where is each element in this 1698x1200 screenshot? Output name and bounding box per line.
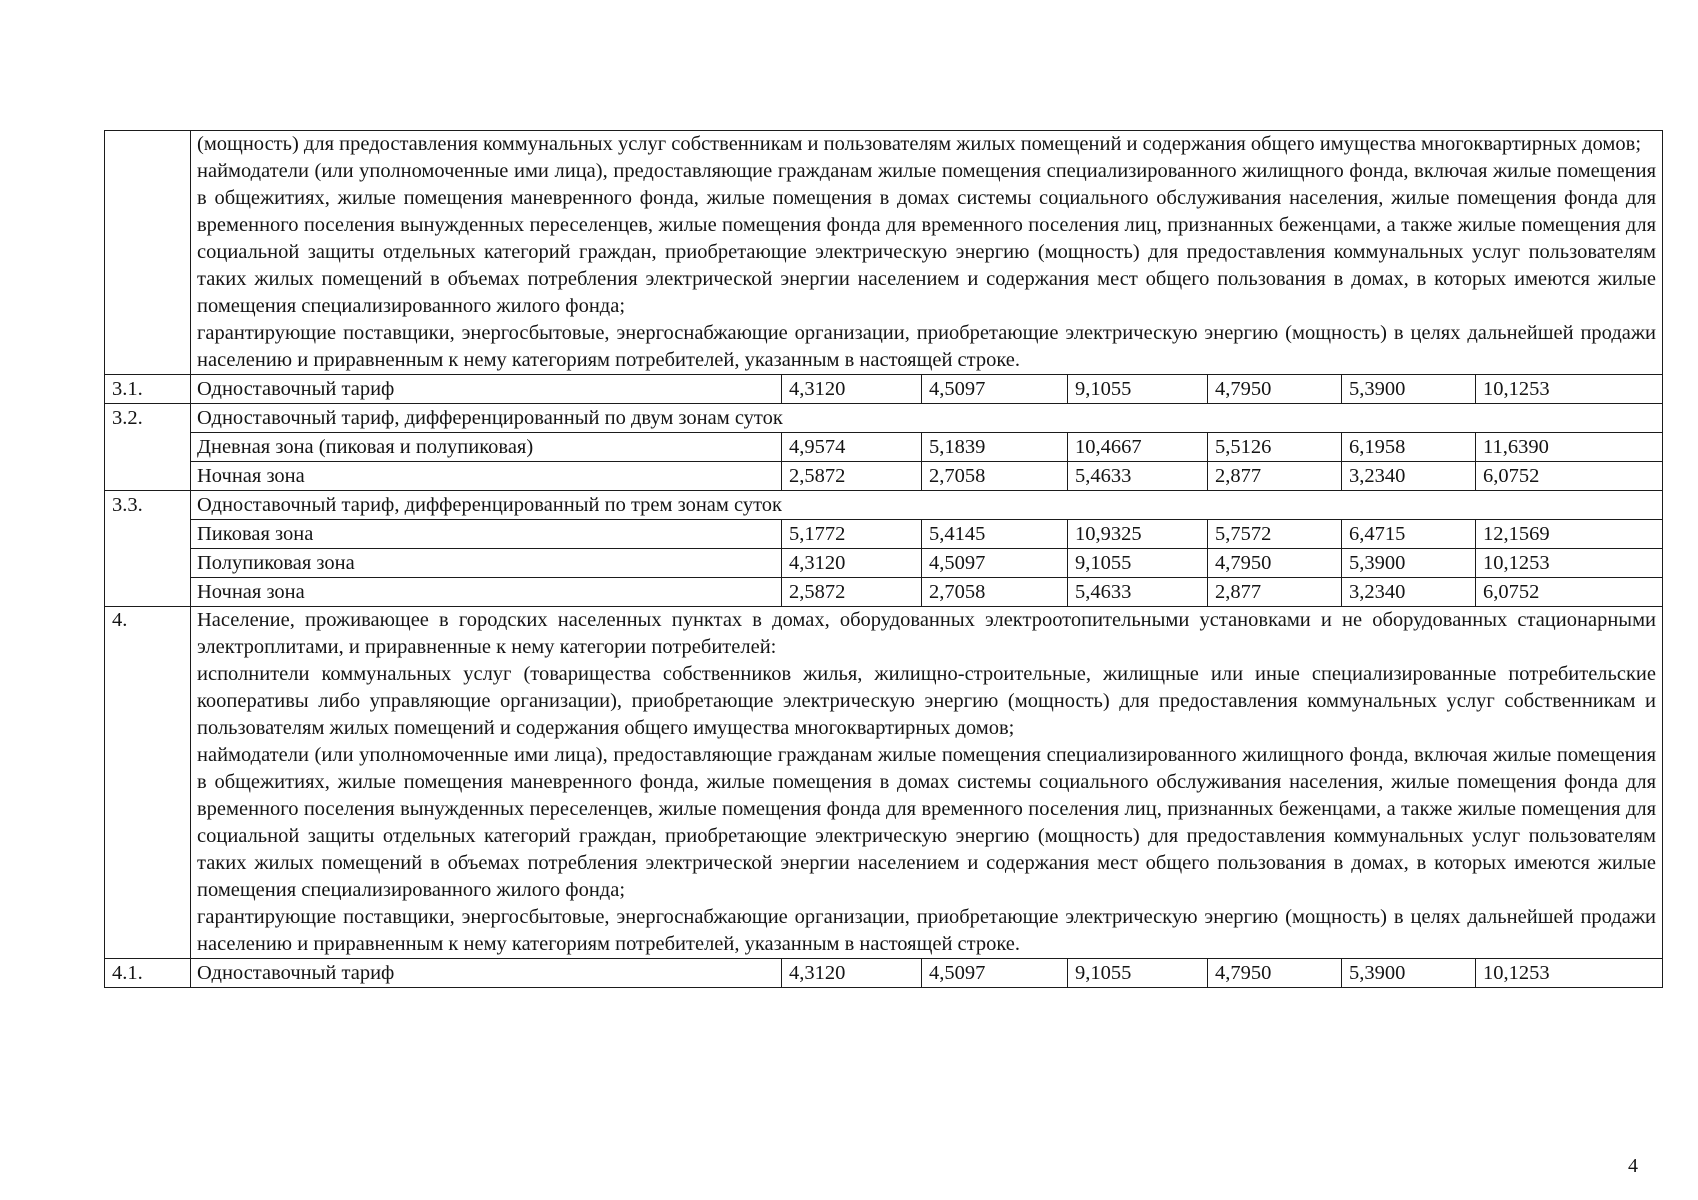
- tariff-value: 2,877: [1208, 578, 1342, 607]
- tariff-value: 11,6390: [1476, 433, 1663, 462]
- row-number: 3.2.: [105, 404, 191, 491]
- tariff-value: 5,5126: [1208, 433, 1342, 462]
- description-paragraph: Население, проживающее в городских населенных пунктах в домах, оборудованных электроотопительными установками и не оборудованных стационарными электроплитами, и приравненные к нему категории потребителей:: [197, 609, 1657, 658]
- tariff-label: Одноставочный тариф: [191, 959, 782, 988]
- tariff-group-label: Одноставочный тариф, дифференцированный по двум зонам суток: [191, 404, 1663, 433]
- table-row: [105, 520, 1663, 549]
- tariff-value: 4,3120: [782, 959, 922, 988]
- tariff-group-label: Одноставочный тариф, дифференцированный по трем зонам суток: [191, 491, 1663, 520]
- page-number: 4: [1628, 1155, 1638, 1177]
- tariff-value: 6,4715: [1342, 520, 1476, 549]
- tariff-table: [104, 130, 1663, 988]
- tariff-value: 2,877: [1208, 462, 1342, 491]
- tariff-value: 4,9574: [782, 433, 922, 462]
- tariff-value: 3,2340: [1342, 462, 1476, 491]
- tariff-value: 9,1055: [1068, 959, 1208, 988]
- row-number: 4.1.: [105, 959, 191, 988]
- row-number: 3.1.: [105, 375, 191, 404]
- tariff-value: 5,3900: [1342, 375, 1476, 404]
- tariff-value: 5,3900: [1342, 549, 1476, 578]
- tariff-value: 4,7950: [1208, 549, 1342, 578]
- tariff-value: 5,7572: [1208, 520, 1342, 549]
- row-number: 3.3.: [105, 491, 191, 607]
- table-row: [105, 959, 1663, 988]
- tariff-value: 6,0752: [1476, 578, 1663, 607]
- tariff-value: 3,2340: [1342, 578, 1476, 607]
- tariff-value: 2,5872: [782, 578, 922, 607]
- tariff-value: 2,7058: [922, 462, 1068, 491]
- tariff-value: 4,3120: [782, 549, 922, 578]
- tariff-value: 5,4633: [1068, 578, 1208, 607]
- description-paragraph: (мощность) для предоставления коммунальных услуг собственникам и пользователям жилых помещений и содержания общего имущества многоквартирных домов;: [197, 133, 1642, 155]
- tariff-value: 10,1253: [1476, 959, 1663, 988]
- tariff-value: 2,5872: [782, 462, 922, 491]
- tariff-value: 5,4633: [1068, 462, 1208, 491]
- tariff-label: Одноставочный тариф: [191, 375, 782, 404]
- table-row: [105, 404, 1663, 433]
- description-paragraph: гарантирующие поставщики, энергосбытовые, энергоснабжающие организации, приобретающие электрическую энергию (мощность) в целях дальнейшей продажи населению и приравненным к нему категориям потребителей, указанным в настоящей строке.: [197, 906, 1657, 955]
- tariff-value: 10,1253: [1476, 549, 1663, 578]
- zone-label: Полупиковая зона: [191, 549, 782, 578]
- tariff-value: 4,5097: [922, 375, 1068, 404]
- tariff-value: 4,5097: [922, 549, 1068, 578]
- tariff-value: 4,7950: [1208, 375, 1342, 404]
- zone-label: Ночная зона: [191, 578, 782, 607]
- table-row-intro: [105, 131, 1663, 375]
- table-row: [105, 433, 1663, 462]
- row-number-cell: [105, 131, 191, 375]
- tariff-value: 4,5097: [922, 959, 1068, 988]
- tariff-value: 6,0752: [1476, 462, 1663, 491]
- tariff-value: 4,7950: [1208, 959, 1342, 988]
- table-row: [105, 375, 1663, 404]
- description-paragraph: гарантирующие поставщики, энергосбытовые, энергоснабжающие организации, приобретающие электрическую энергию (мощность) в целях дальнейшей продажи населению и приравненным к нему категориям потребителей, указанным в настоящей строке.: [197, 322, 1657, 371]
- table-row: [105, 578, 1663, 607]
- tariff-value: 4,3120: [782, 375, 922, 404]
- row-number: 4.: [105, 607, 191, 959]
- description-paragraph: наймодатели (или уполномоченные ими лица), предоставляющие гражданам жилые помещения специализированного жилищного фонда, включая жилые помещения в общежитиях, жилые помещения маневренного фонда, жилые помещения в домах системы социального обслуживания населения, жилые помещения фонда для временного поселения вынужденных переселенцев, жилые помещения фонда для временного поселения лиц, признанных беженцами, а также жилые помещения для социальной защиты отдельных категорий граждан, приобретающие электрическую энергию (мощность) для предоставления коммунальных услуг пользователям таких жилых помещений в объемах потребления электрической энергии населением и содержания мест общего пользования в домах, в которых имеются жилые помещения специализированного жилого фонда;: [197, 160, 1657, 317]
- tariff-value: 12,1569: [1476, 520, 1663, 549]
- description-paragraph: наймодатели (или уполномоченные ими лица), предоставляющие гражданам жилые помещения специализированного жилищного фонда, включая жилые помещения в общежитиях, жилые помещения маневренного фонда, жилые помещения в домах системы социального обслуживания населения, жилые помещения фонда для временного поселения вынужденных переселенцев, жилые помещения фонда для временного поселения лиц, признанных беженцами, а также жилые помещения для социальной защиты отдельных категорий граждан, приобретающие электрическую энергию (мощность) для предоставления коммунальных услуг пользователям таких жилых помещений в объемах потребления электрической энергии населением и содержания мест общего пользования в домах, в которых имеются жилые помещения специализированного жилого фонда;: [197, 744, 1657, 901]
- tariff-value: 10,9325: [1068, 520, 1208, 549]
- table-row-section-4: [105, 607, 1663, 959]
- tariff-value: 9,1055: [1068, 375, 1208, 404]
- zone-label: Пиковая зона: [191, 520, 782, 549]
- table-row: [105, 491, 1663, 520]
- tariff-value: 5,1839: [922, 433, 1068, 462]
- table-row: [105, 549, 1663, 578]
- tariff-value: 10,1253: [1476, 375, 1663, 404]
- tariff-value: 5,3900: [1342, 959, 1476, 988]
- tariff-value: 6,1958: [1342, 433, 1476, 462]
- description-cell: [191, 607, 1663, 959]
- zone-label: Ночная зона: [191, 462, 782, 491]
- tariff-value: 2,7058: [922, 578, 1068, 607]
- zone-label: Дневная зона (пиковая и полупиковая): [191, 433, 782, 462]
- tariff-value: 9,1055: [1068, 549, 1208, 578]
- description-paragraph: исполнители коммунальных услуг (товарищества собственников жилья, жилищно-строительные, жилищные или иные специализированные потребительские кооперативы либо управляющие организации), приобретающие электрическую энергию (мощность) для предоставления коммунальных услуг собственникам и пользователям жилых помещений и содержания общего имущества многоквартирных домов;: [197, 663, 1657, 739]
- tariff-value: 5,1772: [782, 520, 922, 549]
- tariff-value: 10,4667: [1068, 433, 1208, 462]
- description-cell: [191, 131, 1663, 375]
- table-row: [105, 462, 1663, 491]
- tariff-value: 5,4145: [922, 520, 1068, 549]
